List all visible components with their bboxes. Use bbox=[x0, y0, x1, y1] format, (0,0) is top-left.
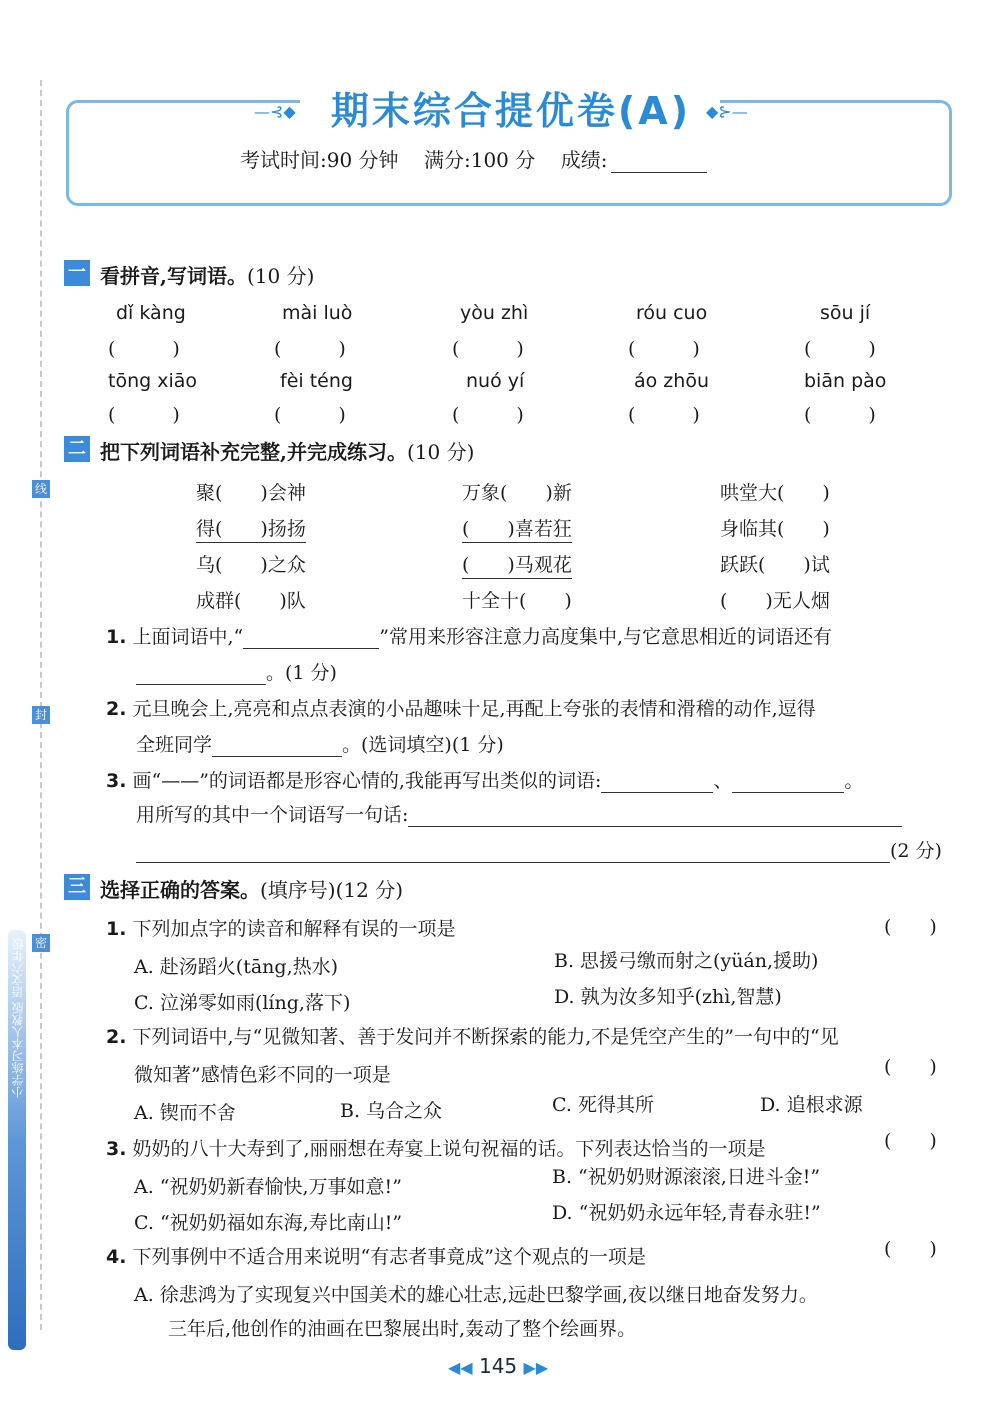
page-number: 145 bbox=[478, 1354, 518, 1378]
full-score: 满分:100 分 bbox=[423, 148, 536, 172]
idiom-item: 聚( )会神 bbox=[196, 482, 306, 504]
pinyin-3: yòu zhì bbox=[460, 302, 529, 324]
idiom-item: 乌( )之众 bbox=[196, 554, 306, 576]
pinyin-8: nuó yí bbox=[466, 370, 525, 392]
idiom-item-underlined: 得( )扬扬 bbox=[196, 514, 306, 543]
answer-box[interactable]: ( ) bbox=[884, 1056, 937, 1078]
pinyin-1: dǐ kàng bbox=[116, 302, 186, 324]
idiom-item: ( )无人烟 bbox=[720, 590, 830, 612]
answer-blank[interactable] bbox=[136, 844, 890, 863]
option-b[interactable]: B. 思援弓缴而射之(yüán,援助) bbox=[554, 950, 819, 972]
answer-box[interactable]: ( ) bbox=[274, 404, 346, 426]
s2-question-1-line2: 。(1 分) bbox=[136, 658, 337, 685]
answer-box[interactable]: ( ) bbox=[804, 404, 876, 426]
idiom-item-underlined: ( )喜若狂 bbox=[462, 514, 572, 543]
left-ornament-icon: —⊰◆ bbox=[254, 102, 296, 121]
s3-question-2-line2: 微知著”感情色彩不同的一项是 bbox=[134, 1064, 391, 1086]
option-d[interactable]: D. 追根求源 bbox=[760, 1094, 863, 1116]
option-a[interactable]: A. “祝奶奶新春愉快,万事如意!” bbox=[134, 1176, 402, 1198]
grade-label: 成绩: bbox=[560, 148, 608, 172]
answer-blank[interactable] bbox=[732, 774, 844, 793]
option-c[interactable]: C. “祝奶奶福如东海,寿比南山!” bbox=[134, 1212, 403, 1234]
answer-blank[interactable] bbox=[408, 808, 902, 827]
page-title: 期末综合提优卷(A) bbox=[330, 89, 692, 133]
idiom-item-underlined: ( )马观花 bbox=[462, 550, 572, 579]
s3-question-2: 2. 下列词语中,与“见微知著、善于发问并不断探索的能力,不是凭空产生的”一句中的“见 bbox=[106, 1026, 839, 1048]
prev-page-icon: ◀◀ bbox=[448, 1358, 473, 1377]
answer-box[interactable]: ( ) bbox=[452, 338, 524, 360]
answer-blank[interactable] bbox=[243, 630, 379, 649]
side-tag-secret: 密 bbox=[32, 934, 50, 952]
option-d[interactable]: D. 孰为汝多知乎(zhì,智慧) bbox=[554, 986, 782, 1008]
option-d[interactable]: D. “祝奶奶永远年轻,青春永驻!” bbox=[552, 1202, 821, 1224]
answer-box[interactable]: ( ) bbox=[884, 916, 937, 938]
option-c[interactable]: C. 泣涕零如雨(líng,落下) bbox=[134, 992, 351, 1014]
idiom-item: 跃跃( )试 bbox=[720, 554, 830, 576]
exam-time: 考试时间:90 分钟 bbox=[240, 148, 399, 172]
pinyin-7: fèi téng bbox=[280, 370, 353, 392]
section3-title: 选择正确的答案。(填序号)(12 分) bbox=[100, 878, 404, 902]
answer-box[interactable]: ( ) bbox=[452, 404, 524, 426]
answer-box[interactable]: ( ) bbox=[884, 1238, 937, 1260]
option-b[interactable]: B. “祝奶奶财源滚滚,日进斗金!” bbox=[552, 1166, 821, 1188]
pinyin-4: róu cuo bbox=[636, 302, 708, 324]
binding-dash-line bbox=[40, 80, 42, 1330]
option-a[interactable]: A. 徐悲鸿为了实现复兴中国美术的雄心壮志,远赴巴黎学画,夜以继日地奋发努力。 bbox=[134, 1284, 818, 1306]
s2-question-2-line2: 全班同学 。(选词填空)(1 分) bbox=[136, 734, 504, 756]
idiom-item: 身临其( ) bbox=[720, 518, 830, 540]
pinyin-9: áo zhōu bbox=[634, 370, 709, 392]
s3-question-1: 1. 下列加点字的读音和解释有误的一项是 bbox=[106, 918, 456, 940]
section2-title: 把下列词语补充完整,并完成练习。(10 分) bbox=[100, 440, 475, 464]
s3-question-3: 3. 奶奶的八十大寿到了,丽丽想在寿宴上说句祝福的话。下列表达恰当的一项是 bbox=[106, 1138, 766, 1160]
s2-question-3-line2: 用所写的其中一个词语写一句话: bbox=[136, 800, 902, 827]
answer-box[interactable]: ( ) bbox=[804, 338, 876, 360]
spine-text: 小学练习本人教版 语文六年级 bbox=[11, 938, 25, 1098]
answer-box[interactable]: ( ) bbox=[108, 338, 180, 360]
page-footer bbox=[448, 1354, 548, 1378]
answer-blank[interactable] bbox=[136, 666, 266, 685]
pinyin-5: sōu jí bbox=[820, 302, 871, 324]
idiom-item: 万象( )新 bbox=[462, 482, 572, 504]
answer-box[interactable]: ( ) bbox=[108, 404, 180, 426]
idiom-item: 十全十( ) bbox=[462, 590, 572, 612]
section1-title: 看拼音,写词语。(10 分) bbox=[100, 264, 315, 288]
s2-question-2: 2. 元旦晚会上,亮亮和点点表演的小品趣味十足,再配上夸张的表情和滑稽的动作,逗得 bbox=[106, 698, 816, 720]
answer-box[interactable]: ( ) bbox=[628, 338, 700, 360]
option-b[interactable]: B. 乌合之众 bbox=[340, 1100, 443, 1122]
s2-question-3: 3. 画“——”的词语都是形容心情的,我能再写出类似的词语: 、 。 bbox=[106, 770, 864, 792]
pinyin-10: biān pào bbox=[804, 370, 887, 392]
option-a[interactable]: A. 锲而不舍 bbox=[134, 1102, 236, 1124]
answer-box[interactable]: ( ) bbox=[884, 1130, 937, 1152]
s2-question-1: 1. 上面词语中,“ ”常用来形容注意力高度集中,与它意思相近的词语还有 bbox=[106, 626, 833, 648]
answer-blank[interactable] bbox=[212, 738, 342, 757]
s3-question-4: 4. 下列事例中不适合用来说明“有志者事竟成”这个观点的一项是 bbox=[106, 1246, 646, 1268]
option-a[interactable]: A. 赴汤蹈火(tāng,热水) bbox=[134, 956, 339, 978]
side-tag-seal: 封 bbox=[32, 706, 50, 724]
idiom-item: 成群( )队 bbox=[196, 590, 306, 612]
side-tag-line: 线 bbox=[32, 480, 50, 498]
spine-bar bbox=[8, 930, 26, 1350]
option-c[interactable]: C. 死得其所 bbox=[552, 1094, 654, 1116]
answer-blank[interactable] bbox=[601, 774, 713, 793]
exam-info bbox=[240, 144, 707, 173]
section1-number: 一 bbox=[64, 260, 90, 286]
section3-number: 三 bbox=[64, 874, 90, 900]
option-a-line2: 三年后,他创作的油画在巴黎展出时,轰动了整个绘画界。 bbox=[168, 1318, 637, 1340]
s2-question-3-line3: (2 分) bbox=[136, 836, 942, 863]
idiom-item: 哄堂大( ) bbox=[720, 482, 830, 504]
grade-input[interactable] bbox=[611, 152, 707, 173]
answer-box[interactable]: ( ) bbox=[274, 338, 346, 360]
next-page-icon: ▶▶ bbox=[523, 1358, 549, 1377]
pinyin-2: mài luò bbox=[282, 302, 353, 324]
right-ornament-icon: ◆⊱— bbox=[706, 102, 748, 121]
pinyin-6: tōng xiāo bbox=[108, 370, 198, 392]
section2-number: 二 bbox=[64, 436, 90, 462]
answer-box[interactable]: ( ) bbox=[628, 404, 700, 426]
